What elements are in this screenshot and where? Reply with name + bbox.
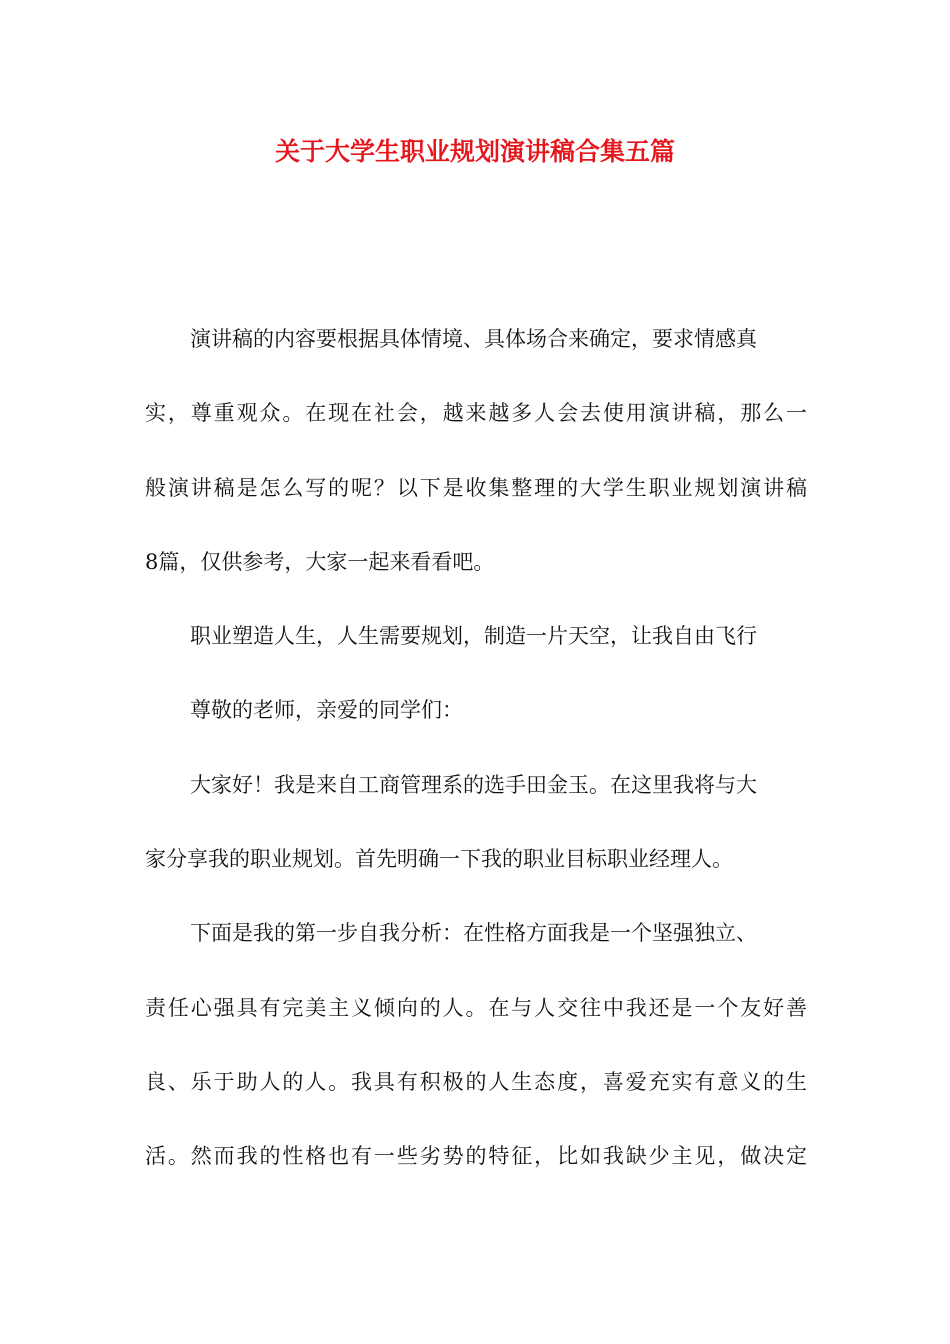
paragraph-line: 责任心强具有完美主义倾向的人。在与人交往中我还是一个友好善 (145, 995, 807, 1020)
paragraph-line: 尊敬的老师，亲爱的同学们： (190, 698, 463, 723)
document-body (145, 318, 807, 1210)
paragraph-line: 家分享我的职业规划。首先明确一下我的职业目标职业经理人。 (145, 847, 733, 872)
paragraph-line: 职业塑造人生，人生需要规划，制造一片天空，让我自由飞行 (190, 624, 757, 649)
document-title: 关于大学生职业规划演讲稿合集五篇 (274, 137, 675, 166)
paragraph-line: 般演讲稿是怎么写的呢？以下是收集整理的大学生职业规划演讲稿 (145, 475, 807, 500)
paragraph-line: 演讲稿的内容要根据具体情境、具体场合来确定，要求情感真 (190, 327, 757, 351)
paragraph-line: 8篇，仅供参考，大家一起来看看吧。 (145, 549, 495, 574)
paragraph-line: 良、乐于助人的人。我具有积极的人生态度，喜爱充实有意义的生 (145, 1069, 807, 1094)
paragraph-line: 实，尊重观众。在现在社会，越来越多人会去使用演讲稿，那么一 (145, 401, 807, 426)
paragraph-line: 大家好！我是来自工商管理系的选手田金玉。在这里我将与大 (190, 772, 757, 797)
paragraph-line: 活。然而我的性格也有一些劣势的特征，比如我缺少主见，做决定 (145, 1144, 807, 1169)
paragraph-line: 下面是我的第一步自我分析：在性格方面我是一个坚强独立、 (190, 921, 757, 946)
